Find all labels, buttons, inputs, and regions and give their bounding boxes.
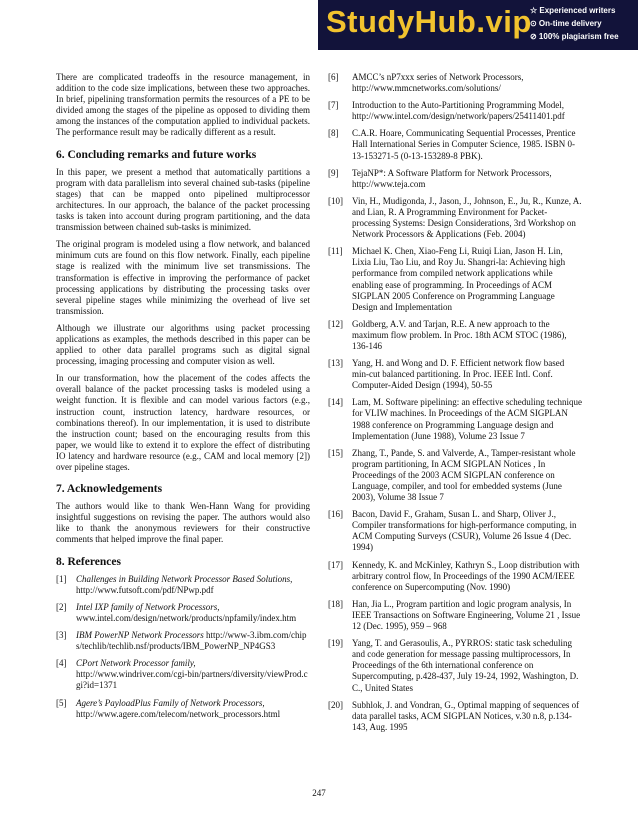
- reference-item: [328, 700, 582, 733]
- reference-item: [328, 358, 582, 391]
- body-paragraph: In our transformation, how the placement of the codes affects the overall balance of the packet processing tasks is modeled using a weight function. It is flexible and can model various factors (e.g., instruction count, instruction latency, hardware resources, or combinations thereof). In our implementation, it is used to distribute the instruction count; based on the encouraging results from this paper, we would like to extend it to explore the effect of distributing IO latency and hardware resource (e.g., CAM and local memory [2]) over pipeline stages.: [56, 373, 310, 472]
- reference-number: [11]: [328, 246, 343, 257]
- reference-number: [19]: [328, 638, 343, 649]
- left-column: [56, 72, 310, 726]
- page-number: 247: [312, 788, 326, 798]
- studyhub-logo: StudyHub.vip: [326, 4, 532, 39]
- reference-item: [328, 128, 582, 161]
- reference-text: Lam, M. Software pipelining: an effective scheduling technique for VLIW machines. In Proceedings of the ACM SIGPLAN 1988 conference on Programming Language design and Implementation (June 1988), Volume 23 Issue 7: [352, 397, 583, 441]
- reference-text: Subhlok, J. and Vondran, G., Optimal mapping of sequences of data parallel tasks, ACM SIGPLAN Notices, v.30 n.8, p.134-143, Aug. 1995: [352, 699, 580, 732]
- reference-number: [13]: [328, 358, 343, 369]
- reference-number: [5]: [56, 697, 67, 708]
- reference-text: Goldberg, A.V. and Tarjan, R.E. A new approach to the maximum flow problem. In Proc. 18th ACM STOC (1986), 136-146: [352, 318, 567, 351]
- reference-item: [328, 638, 582, 693]
- reference-item: [328, 168, 582, 190]
- studyhub-banner: [318, 0, 638, 50]
- reference-number: [8]: [328, 128, 339, 139]
- reference-item: [328, 448, 582, 503]
- reference-title: Intel IXP family of Network Processors,: [76, 601, 220, 612]
- reference-title: Agere’s PayloadPlus Family of Network Processors,: [76, 697, 265, 708]
- reference-text: Bacon, David F., Graham, Susan L. and Sharp, Oliver J., Compiler transformations for high-performance computing, in ACM Computing Surveys (CSUR), Volume 26 Issue 4 (Dec. 1994): [352, 509, 577, 553]
- reference-item: [56, 630, 310, 652]
- body-paragraph: The authors would like to thank Wen-Hann Wang for providing insightful suggestions on revising the paper. The authors would also like to thank the anonymous reviewers for their constructive comments that helped improve the final paper.: [56, 501, 310, 545]
- reference-number: [7]: [328, 100, 339, 111]
- reference-number: [6]: [328, 72, 339, 82]
- section-heading-concluding: 6. Concluding remarks and future works: [56, 148, 257, 161]
- reference-title: CPort Network Processor family,: [76, 658, 196, 669]
- reference-text: Michael K. Chen, Xiao-Feng Li, Ruiqi Lian, Jason H. Lin, Lixia Liu, Tao Liu, and Roy Ju. Shangri-la: Achieving high performance from compiled network applications while enabling ease of programming. In Proceedings of ACM SIGPLAN 2005 Conference on Programming Language Design and Implementation: [352, 246, 566, 312]
- reference-number: [17]: [328, 559, 343, 570]
- reference-title: Challenges in Building Network Processor Based Solutions,: [76, 573, 293, 584]
- reference-text: AMCC’s nP7xxx series of Network Processors, http://www.mmcnetworks.com/solutions/: [352, 72, 524, 94]
- body-paragraph: In this paper, we present a method that automatically partitions a program with data parallelism into several chained sub-tasks (pipeline stages) that can be mapped onto pipelined multiprocessor architectures. In our approach, the balance of the packet processing tasks is taken into account during program partitioning, and the data transmission between chained sub-tasks is minimized.: [56, 166, 310, 233]
- reference-text: Zhang, T., Pande, S. and Valverde, A., Tamper-resistant whole program partitioning, In ACM SIGPLAN Notices , In Proceedings of the 2003 ACM SIGPLAN conference on Language, compiler, and tool for embedded systems (June 2003), Volume 38 Issue 7: [352, 447, 576, 503]
- reference-text: TejaNP*: A Software Platform for Network Processors, http://www.teja.com: [352, 167, 552, 189]
- body-paragraph: The original program is modeled using a flow network, and balanced minimum cuts are found on this flow network. Finally, each pipeline stage is realized with the minimum live set transmissions. The transformation is effective in improving the performance of packet processing applications by distributing the processing tasks over several pipeline stages while minimizing the overhead of live set transmission.: [56, 239, 310, 316]
- reference-text: Han, Jia L., Program partition and logic program analysis, In IEEE Transactions on Software Engineering, Volume 21 , Issue 12 (Dec. 1995), 959 – 968: [352, 598, 581, 632]
- reference-item: [328, 196, 582, 240]
- reference-item: [328, 397, 582, 441]
- reference-number: [3]: [56, 630, 67, 641]
- reference-number: [2]: [56, 601, 67, 612]
- reference-item: [328, 509, 582, 553]
- body-paragraph: Although we illustrate our algorithms using packet processing applications as examples, the methods described in this paper can be applied to other data parallel programs such as digital signal processing, imaging processing and computer vision as well.: [56, 322, 310, 367]
- reference-title: IBM PowerNP Network Processors: [76, 630, 204, 641]
- reference-text: C.A.R. Hoare, Communicating Sequential Processes, Prentice Hall International Series in Computer Science, 1985. ISBN 0-13-153271-5 (0-13-153289-8 PBK).: [352, 128, 576, 161]
- reference-item: [56, 698, 310, 720]
- right-column: [328, 72, 582, 739]
- reference-item: [328, 560, 582, 593]
- feature-on-time-delivery: ⊙ On-time delivery: [530, 19, 602, 28]
- reference-number: [9]: [328, 167, 339, 178]
- reference-item: [56, 658, 310, 691]
- reference-item: [328, 599, 582, 632]
- section-heading-references: 8. References: [56, 555, 121, 568]
- reference-url[interactable]: http://www.futsoft.com/pdf/NPwp.pdf: [76, 584, 214, 595]
- reference-url[interactable]: www.intel.com/design/network/products/npfamily/index.htm: [76, 612, 297, 623]
- reference-item: [56, 602, 310, 624]
- section-heading-acknowledgements: 7. Acknowledgements: [56, 483, 163, 496]
- reference-number: [10]: [328, 195, 343, 206]
- banner-features: [530, 4, 619, 43]
- reference-number: [1]: [56, 573, 67, 584]
- feature-plagiarism-free: ⊘ 100% plagiarism free: [530, 32, 619, 41]
- reference-item: [56, 574, 310, 596]
- reference-item: [328, 72, 582, 94]
- reference-item: [328, 100, 582, 122]
- reference-number: [12]: [328, 318, 343, 329]
- reference-number: [15]: [328, 447, 343, 458]
- reference-url[interactable]: http://www.windriver.com/cgi-bin/partners/diversity/viewProd.cgi?id=1371: [76, 669, 308, 691]
- reference-url[interactable]: http://www-3.ibm.com/chips/techlib/techlib.nsf/products/IBM_PowerNP_NP4GS3: [76, 630, 307, 652]
- reference-number: [18]: [328, 598, 343, 609]
- body-paragraph: There are complicated tradeoffs in the resource management, in addition to the code size implications, between these two approaches. In brief, pipelining transformation permits the resources of a PE to be divided among the stages of the pipeline as opposed to dividing them among the instances of the computation applied to individual packets. The performance result may be radically different as a result.: [56, 72, 310, 138]
- reference-number: [16]: [328, 509, 343, 520]
- reference-text: Kennedy, K. and McKinley, Kathryn S., Loop distribution with arbitrary control flow, In Proceedings of the 1990 ACM/IEEE conference on Supercomputing (Nov. 1990): [352, 559, 580, 592]
- reference-text: Vin, H., Mudigonda, J., Jason, J., Johnson, E., Ju, R., Kunze, A. and Lian, R. A Programming Environment for Packet-processing Systems: Design Considerations, 3rd Workshop on Network Processors & Applications (Feb. 2004): [352, 195, 582, 240]
- reference-text: Yang, H. and Wong and D. F. Efficient network flow based min-cut balanced partitioning. In Proc. IEEE Intl. Conf. Computer-Aided Design (1994), 50-55: [352, 358, 565, 391]
- reference-number: [14]: [328, 397, 343, 408]
- reference-number: [20]: [328, 699, 343, 710]
- reference-item: [328, 319, 582, 352]
- reference-number: [4]: [56, 658, 67, 669]
- reference-text: Introduction to the Auto-Partitioning Programming Model, http://www.intel.com/design/network/papers/25411401.pdf: [352, 100, 565, 122]
- feature-experienced-writers: ☆ Experienced writers: [530, 6, 616, 15]
- reference-text: Yang, T. and Gerasoulis, A., PYRROS: static task scheduling and code generation for message passing multiprocessors, In Proceedings of the 6th international conference on Supercomputing, p.428-437, July 19-24, 1992, Washington, D. C., United States: [352, 638, 579, 693]
- reference-url[interactable]: http://www.agere.com/telecom/network_processors.html: [76, 708, 281, 719]
- reference-item: [328, 246, 582, 313]
